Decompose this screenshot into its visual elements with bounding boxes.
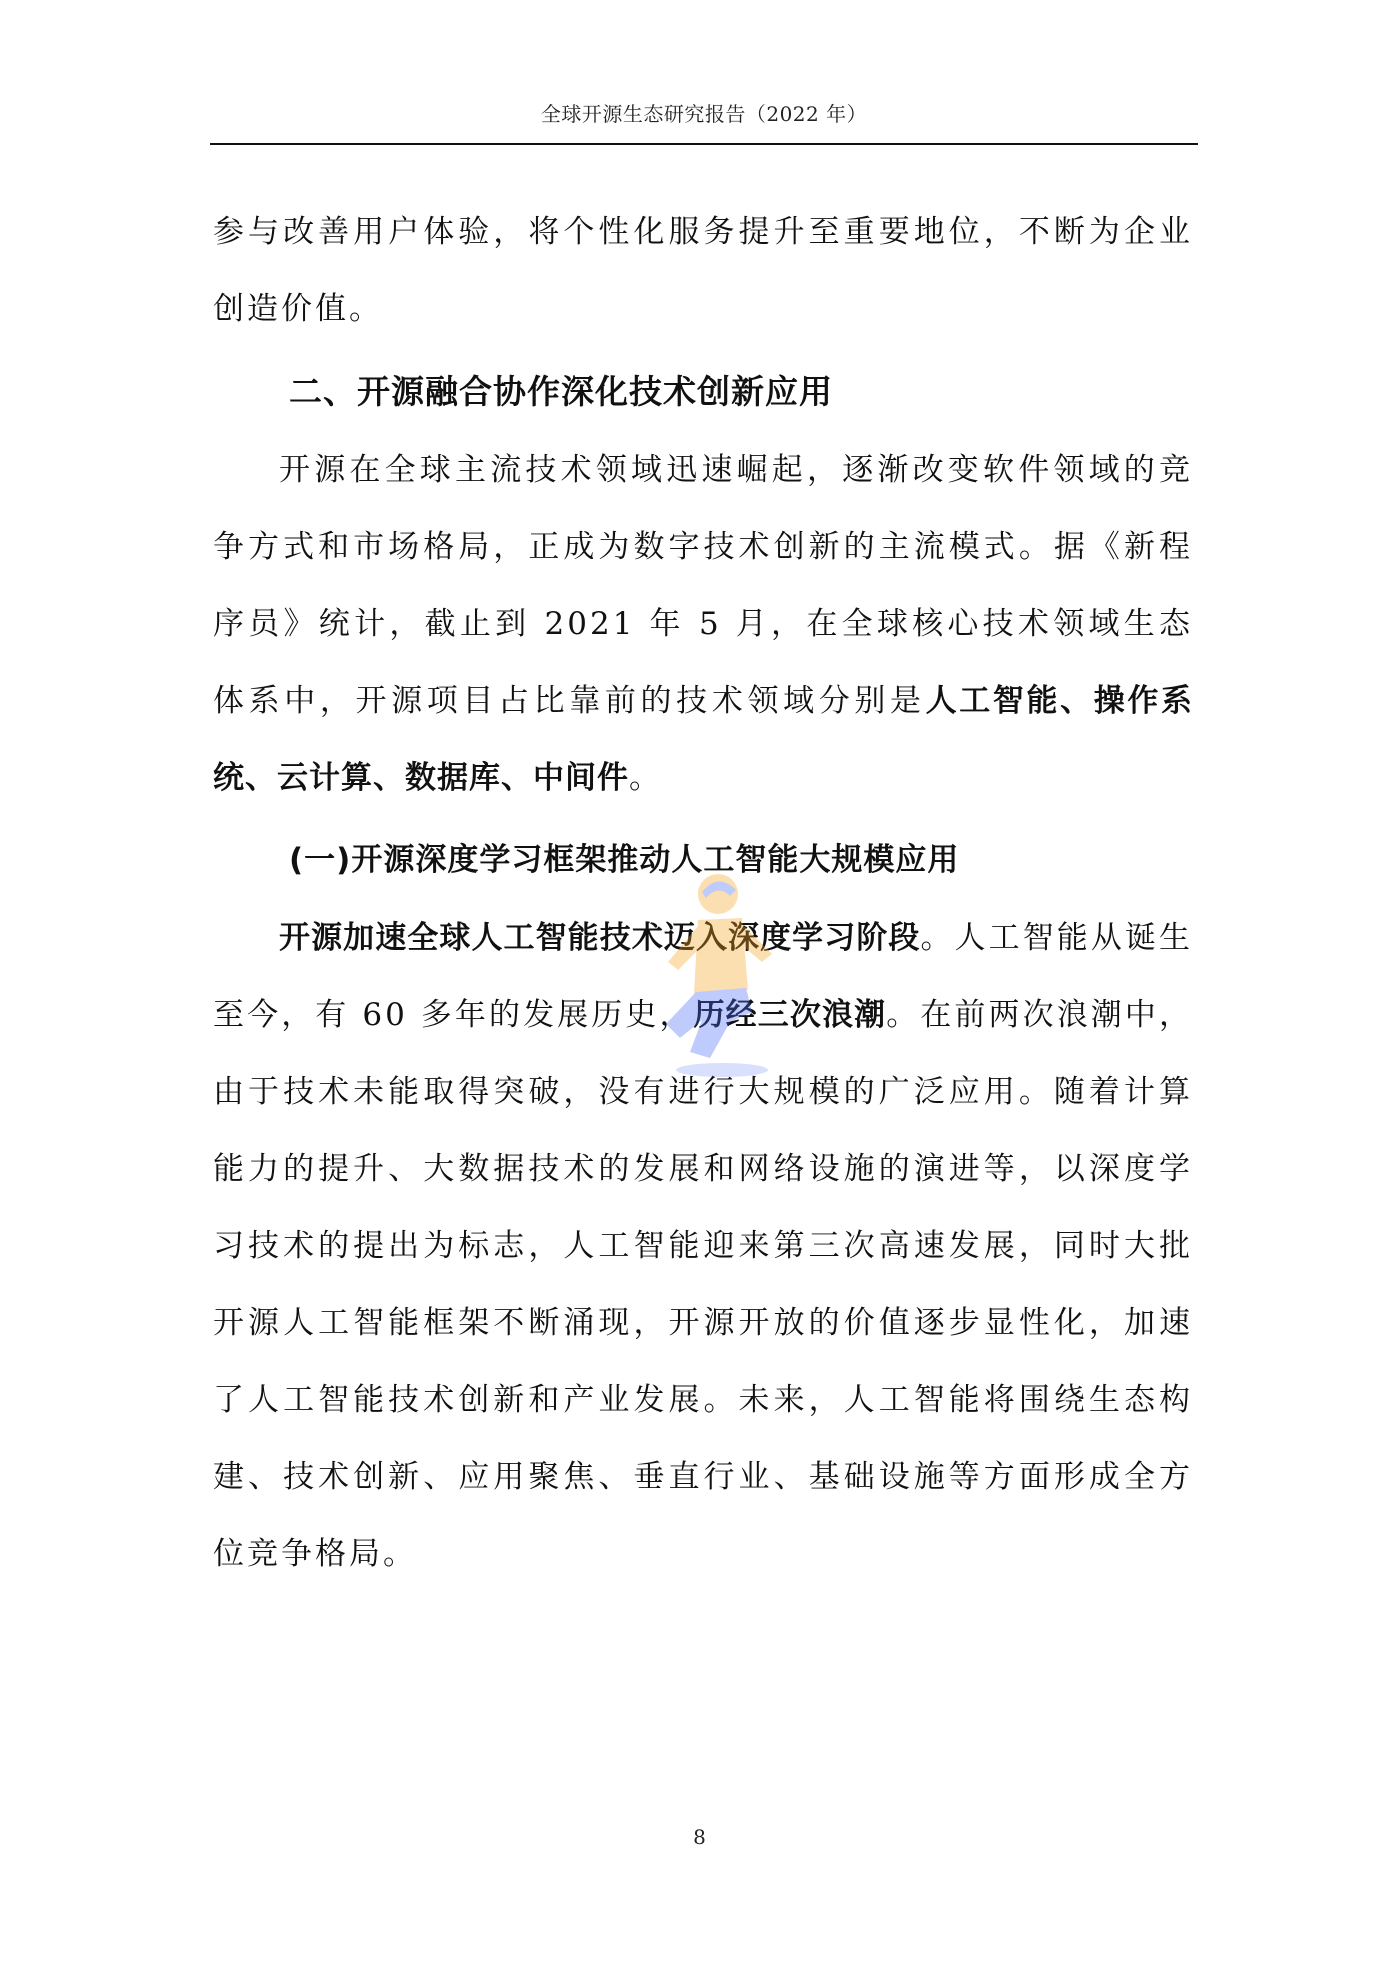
- section-heading: 二、开源融合协作深化技术创新应用: [289, 372, 833, 411]
- runner-watermark-icon: [640, 862, 790, 1082]
- bold-tech-domains: 人工智能、操作系统、云计算、数据库、中间件: [213, 683, 1194, 796]
- page-number: 8: [693, 1825, 706, 1849]
- paragraph-text: 开源在全球主流技术领域迅速崛起，逐渐改变软件领域的竞争方式和市场格局，正成为数字技术创新的主流模式。据《新程序员》统计，截止到 2021 年 5 月，在全球核心技术领域生态体系中，开源项目占比靠前的技术领域分别是: [213, 452, 1193, 719]
- bold-lead-sentence: 开源加速全球人工智能技术迈入深度学习阶段: [279, 920, 921, 956]
- paragraph-open-source-rise: [213, 432, 1193, 817]
- running-header: 全球开源生态研究报告（2022 年）: [540, 102, 868, 126]
- paragraph-text: 。: [629, 760, 663, 796]
- paragraph-continued: 参与改善用户体验，将个性化服务提升至重要地位，不断为企业创造价值。: [213, 214, 1193, 327]
- paragraph-text: 。人工智能从诞生至今，有 60 多年的发展历史，: [213, 920, 1194, 1033]
- header-rule: [210, 143, 1198, 145]
- paragraph-text: 。在前两次浪潮中，由于技术未能取得突破，没有进行大规模的广泛应用。随着计算能力的提升、大数据技术的发展和网络设施的演进等，以深度学习技术的提出为标志，人工智能迎来第三次高速发展，同时大批开源人工智能框架不断涌现，开源开放的价值逐步显性化，加速了人工智能技术创新和产业发展。未来，人工智能将围绕生态构建、技术创新、应用聚焦、垂直行业、基础设施等方面形成全方位竞争格局。: [213, 997, 1193, 1572]
- bold-three-waves: 历经三次浪潮: [693, 997, 887, 1033]
- subsection-heading: (一)开源深度学习框架推动人工智能大规模应用: [289, 842, 960, 878]
